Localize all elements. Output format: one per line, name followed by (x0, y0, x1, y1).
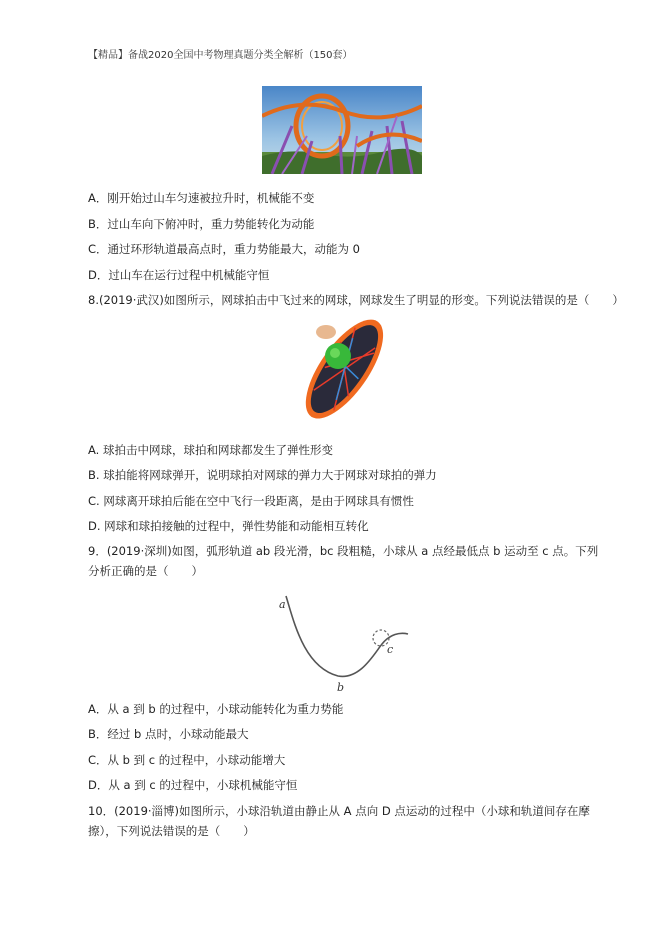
q8-option-c: C. 网球离开球拍后能在空中飞行一段距离，是由于网球具有惯性 (88, 494, 414, 508)
label-a: a (279, 598, 286, 611)
tennis-racket-image (286, 318, 396, 430)
label-c: c (387, 643, 394, 656)
q8-stem: 8.(2019·武汉)如图所示，网球拍击中飞过来的网球，网球发生了明显的形变。下列说法错误的是（ ） (88, 293, 624, 307)
q7-option-d: D．过山车在运行过程中机械能守恒 (88, 268, 270, 282)
roller-coaster-image (262, 86, 422, 174)
q8-option-b: B. 球拍能将网球弹开，说明球拍对网球的弹力大于网球对球拍的弹力 (88, 468, 437, 482)
q8-option-d: D. 网球和球拍接触的过程中，弹性势能和动能相互转化 (88, 519, 369, 533)
label-b: b (337, 681, 345, 694)
q9-option-d: D．从 a 到 c 的过程中，小球机械能守恒 (88, 778, 298, 792)
q9-option-a: A．从 a 到 b 的过程中，小球动能转化为重力势能 (88, 702, 344, 716)
q10-stem: 10．(2019·淄博)如图所示，小球沿轨道由静止从 A 点向 D 点运动的过程中（小球和轨道间存在摩擦），下列说法错误的是（ ） (88, 804, 590, 838)
q8-option-a: A. 球拍击中网球，球拍和网球都发生了弹性形变 (88, 443, 333, 457)
q7-option-a: A．刚开始过山车匀速被拉升时，机械能不变 (88, 191, 315, 205)
q7-option-c: C．通过环形轨道最高点时，重力势能最大，动能为 0 (88, 242, 360, 256)
page-header: 【精品】备战2020全国中考物理真题分类全解析（150套） (88, 50, 353, 61)
arc-track-diagram (270, 592, 410, 696)
q9-option-b: B．经过 b 点时，小球动能最大 (88, 727, 249, 741)
q9-stem: 9．(2019·深圳)如图，弧形轨道 ab 段光滑，bc 段粗糙，小球从 a 点经最低点 b 运动至 c 点。下列分析正确的是（ ） (88, 544, 599, 578)
q9-option-c: C．从 b 到 c 的过程中，小球动能增大 (88, 753, 286, 767)
q7-option-b: B．过山车向下俯冲时，重力势能转化为动能 (88, 217, 315, 231)
